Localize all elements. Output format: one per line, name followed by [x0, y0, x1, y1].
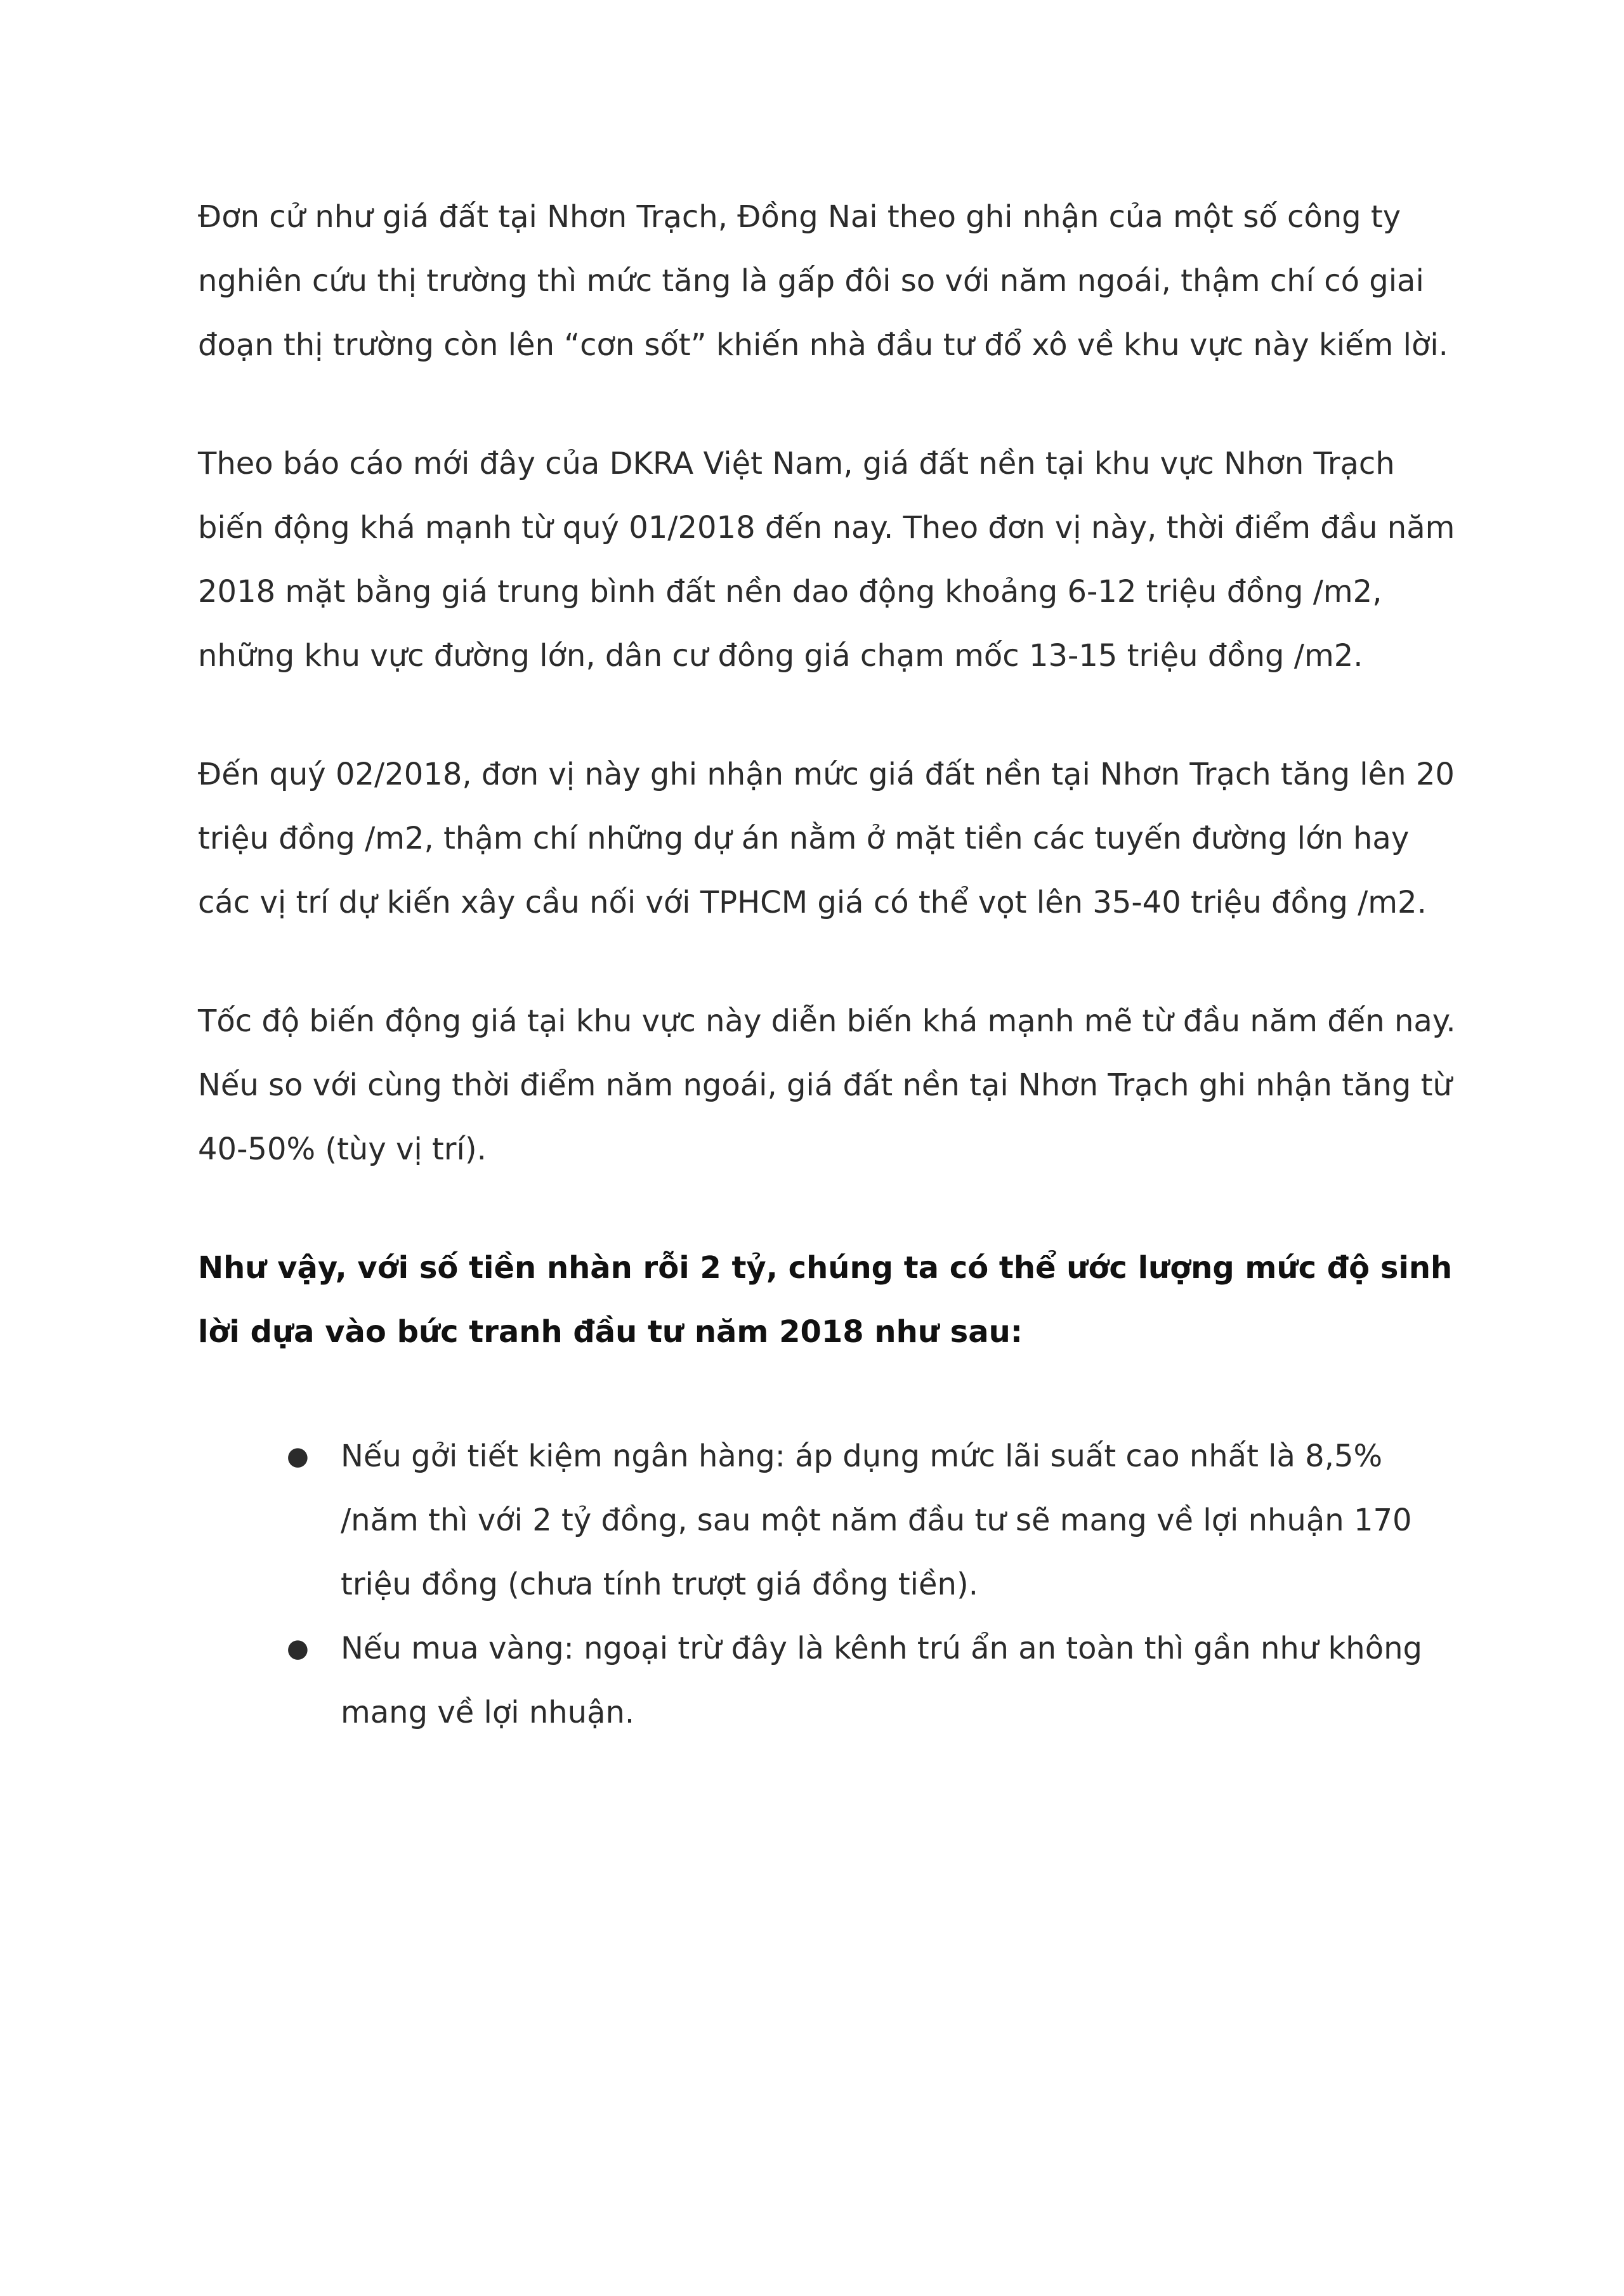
- paragraph-dkra-report: Theo báo cáo mới đây của DKRA Việt Nam, giá đất nền tại khu vực Nhơn Trạch biến động khá mạnh từ quý 01/2018 đến nay. Theo đơn vị này, thời điểm đầu năm 2018 mặt bằng giá trung bình đất nền dao động khoảng 6-12 triệu đồng /m2, những khu vực đường lớn, dân cư đông giá chạm mốc 13-15 triệu đồng /m2.: [198, 446, 1455, 674]
- list-item-text-savings: Nếu gởi tiết kiệm ngân hàng: áp dụng mức lãi suất cao nhất là 8,5% /năm thì với 2 tỷ đồng, sau một năm đầu tư sẽ mang về lợi nhuận 170 triệu đồng (chưa tính trượt giá đồng tiền).: [341, 1438, 1412, 1602]
- list-item: [287, 1617, 1460, 1745]
- bullet-icon: ●: [287, 1442, 309, 1471]
- paragraph-price-growth: Tốc độ biến động giá tại khu vực này diễn biến khá mạnh mẽ từ đầu năm đến nay. Nếu so với cùng thời điểm năm ngoái, giá đất nền tại Nhơn Trạch ghi nhận tăng từ 40-50% (tùy vị trí).: [198, 1003, 1456, 1167]
- paragraph-nhon-trach-price: Đơn cử như giá đất tại Nhơn Trạch, Đồng Nai theo ghi nhận của một số công ty nghiên cứu thị trường thì mức tăng là gấp đôi so với năm ngoái, thậm chí có giai đoạn thị trường còn lên “cơn sốt” khiến nhà đầu tư đổ xô về khu vực này kiếm lời.: [198, 199, 1448, 363]
- paragraph-q2-2018: Đến quý 02/2018, đơn vị này ghi nhận mức giá đất nền tại Nhơn Trạch tăng lên 20 triệu đồng /m2, thậm chí những dự án nằm ở mặt tiền các tuyến đường lớn hay các vị trí dự kiến xây cầu nối với TPHCM giá có thể vọt lên 35-40 triệu đồng /m2.: [198, 757, 1455, 920]
- list-item-text-gold: Nếu mua vàng: ngoại trừ đây là kênh trú ẩn an toàn thì gần như không mang về lợi nhuận.: [341, 1631, 1422, 1730]
- bullet-icon: ●: [287, 1634, 309, 1663]
- list-item: [287, 1425, 1460, 1617]
- investment-options-list: [198, 1425, 1460, 1745]
- document-body: [198, 185, 1460, 1745]
- paragraph-profit-estimate-heading: Như vậy, với số tiền nhàn rỗi 2 tỷ, chúng ta có thể ước lượng mức độ sinh lời dựa vào bức tranh đầu tư năm 2018 như sau:: [198, 1250, 1453, 1350]
